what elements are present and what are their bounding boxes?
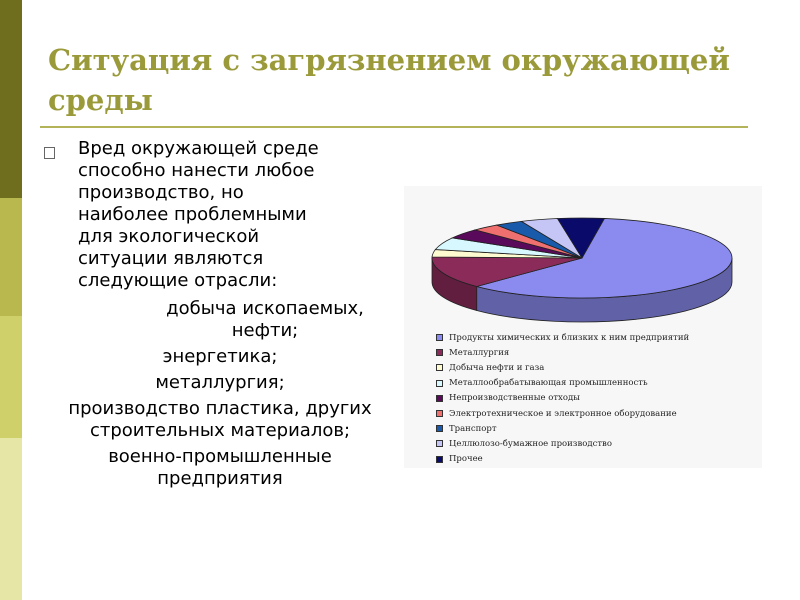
legend-label: Электротехническое и электронное оборудование xyxy=(449,408,677,419)
legend-entry xyxy=(436,391,689,406)
legend-swatch xyxy=(436,380,443,387)
legend-entry xyxy=(436,436,689,451)
industry-list xyxy=(60,298,380,494)
list-item: энергетика; xyxy=(162,346,278,367)
sidebar-block-dark xyxy=(0,0,22,198)
legend-label: Транспорт xyxy=(449,423,497,434)
legend-label: Продукты химических и близких к ним предприятий xyxy=(449,332,690,343)
legend-swatch xyxy=(436,440,443,447)
legend-entry xyxy=(436,330,689,345)
page-title: Ситуация с загрязнением окружающей среды xyxy=(48,43,730,117)
list-item: военно-промышленные предприятия xyxy=(108,446,332,489)
sidebar-block-mid xyxy=(0,198,22,316)
legend-entry xyxy=(436,406,689,421)
legend-swatch xyxy=(436,349,443,356)
title-divider xyxy=(40,126,748,128)
sidebar-block-pale xyxy=(0,438,22,600)
legend-label: Целлюлозо-бумажное производство xyxy=(449,438,612,449)
legend-swatch xyxy=(436,364,443,371)
legend-entry xyxy=(436,452,689,467)
intro-paragraph xyxy=(78,138,378,292)
legend-label: Металлургия xyxy=(449,347,510,358)
list-item: добыча ископаемых, нефти; xyxy=(166,298,364,341)
legend-entry xyxy=(436,360,689,375)
intro-line: производство, но xyxy=(78,182,244,203)
list-item: производство пластика, других строительных материалов; xyxy=(68,398,372,441)
legend-label: Металлообрабатывающая промышленность xyxy=(449,378,648,389)
intro-line: для экологической xyxy=(78,226,260,247)
pie-svg xyxy=(404,186,762,326)
legend-entry xyxy=(436,421,689,436)
intro-line: Вред окружающей среде xyxy=(78,138,319,159)
intro-line: наиболее проблемными xyxy=(78,204,307,225)
chart-legend xyxy=(436,330,689,467)
legend-swatch xyxy=(436,395,443,402)
intro-line: ситуации являются xyxy=(78,248,264,269)
bullet-box-icon xyxy=(44,147,55,159)
legend-label: Прочее xyxy=(449,454,483,465)
legend-entry xyxy=(436,376,689,391)
legend-swatch xyxy=(436,334,443,341)
list-item: металлургия; xyxy=(155,372,285,393)
legend-label: Добыча нефти и газа xyxy=(449,362,545,373)
intro-line: способно нанести любое xyxy=(78,160,315,181)
legend-swatch xyxy=(436,425,443,432)
sidebar-block-light xyxy=(0,316,22,438)
legend-swatch xyxy=(436,456,443,463)
legend-entry xyxy=(436,345,689,360)
legend-label: Непроизводственные отходы xyxy=(449,393,580,404)
legend-swatch xyxy=(436,410,443,417)
intro-line: следующие отрасли: xyxy=(78,270,278,291)
decorative-sidebar xyxy=(0,0,22,600)
